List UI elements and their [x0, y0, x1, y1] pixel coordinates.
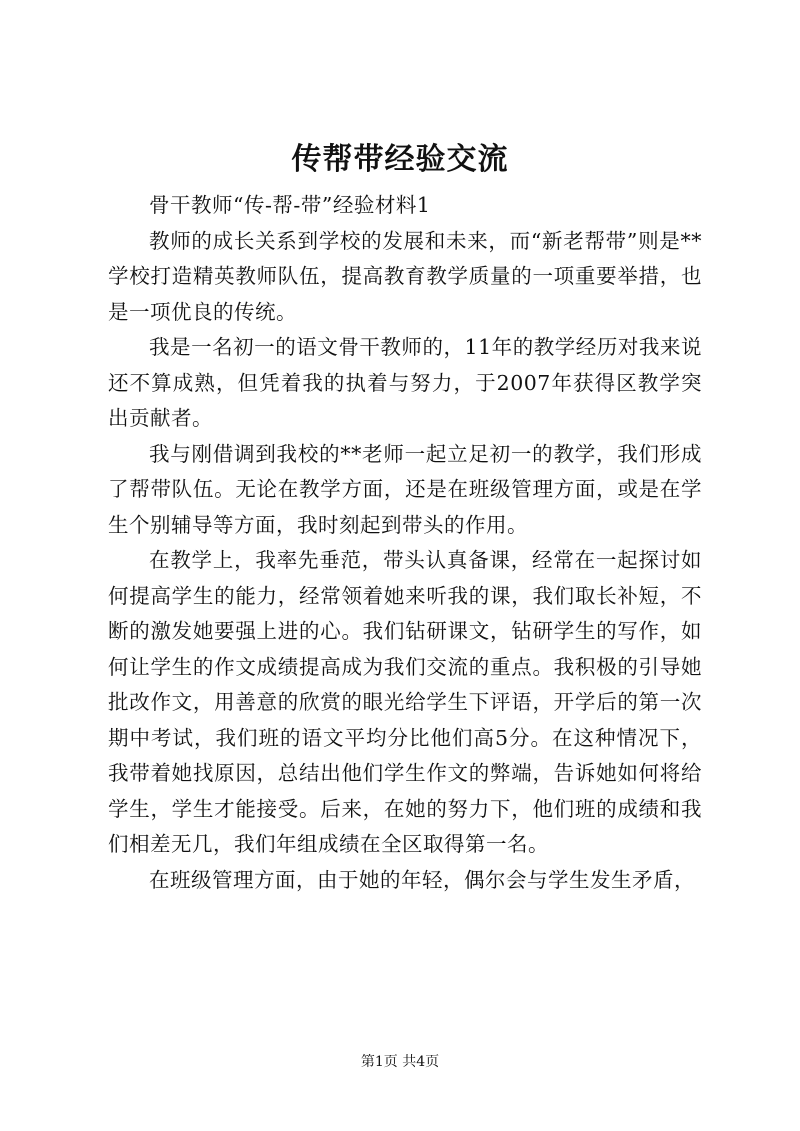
page-number-footer: 第1页 共4页 — [360, 1054, 440, 1070]
paragraph-5: 在班级管理方面，由于她的年轻，偶尔会与学生发生矛盾， — [149, 867, 695, 892]
paragraph-1: 教师的成长关系到学校的发展和未来，而“新老帮带”则是**学校打造精英教师队伍，提高教育教学质量的一项重要举措，也是一项优良的传统。 — [108, 228, 702, 324]
paragraph-4: 在教学上，我率先垂范，带头认真备课，经常在一起探讨如何提高学生的能力，经常领着她来听我的课，我们取长补短，不断的激发她要强上进的心。我们钻研课文，钻研学生的写作，如何让学生的作文成绩提高成为我们交流的重点。我积极的引导她批改作文，用善意的欣赏的眼光给学生下评语，开学后的第一次期中考试，我们班的语文平均分比他们高5分。在这种情况下，我带着她找原因，总结出他们学生作文的弊端，告诉她如何将给学生，学生才能接受。后来，在她的努力下，他们班的成绩和我们相差无几，我们年组成绩在全区取得第一名。 — [108, 548, 702, 856]
paragraph-3: 我与刚借调到我校的**老师一起立足初一的教学，我们形成了帮带队伍。无论在教学方面，还是在班级管理方面，或是在学生个别辅导等方面，我时刻起到带头的作用。 — [108, 441, 702, 537]
paragraph-2: 我是一名初一的语文骨干教师的，11年的教学经历对我来说还不算成熟，但凭着我的执着与努力，于2007年获得区教学突出贡献者。 — [108, 335, 702, 430]
document-body — [108, 188, 702, 898]
paragraph-subtitle: 骨干教师“传-帮-带”经验材料1 — [149, 193, 431, 217]
document-title: 传帮带经验交流 — [291, 142, 509, 177]
